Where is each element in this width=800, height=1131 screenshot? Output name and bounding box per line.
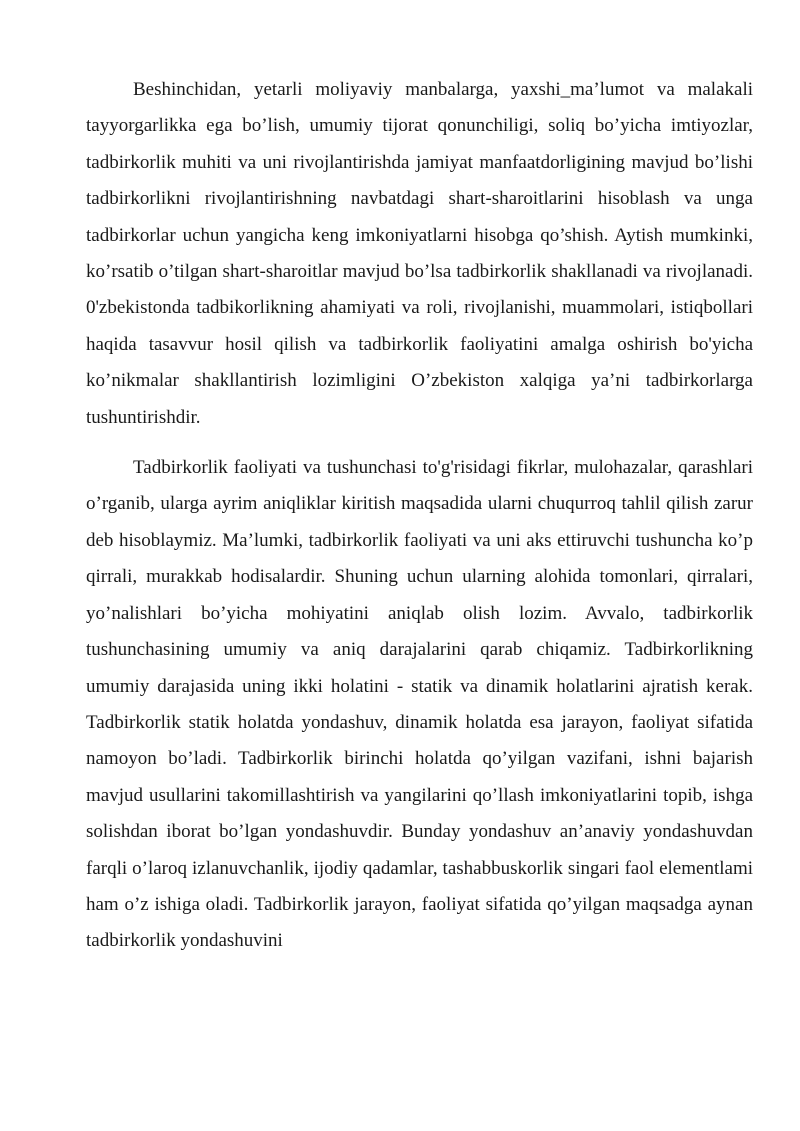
paragraph-1: Beshinchidan, yetarli moliyaviy manbalarga, yaxshi_ma’lumot va malakali tayyorgarlikka ega bo’lish, umumiy tijorat qonunchiligi, soliq bo’yicha imtiyozlar, tadbirkorlik muhiti va uni rivojlantirishda jamiyat manfaatdorligining mavjud bo’lishi tadbirkorlikni rivojlantirishning navbatdagi shart-sharoitlarini hisoblash va unga tadbirkorlar uchun yangicha keng imkoniyatlarni hisobga qo’shish. Aytish mumkinki, ko’rsatib o’tilgan shart-sharoitlar mavjud bo’lsa tadbirkorlik shakllanadi va rivojlanadi. 0'zbekistonda tadbikorlikning ahamiyati va roli, rivojlanishi, muammolari, istiqbollari haqida tasavvur hosil qilish va tadbirkorlik faoliyatini amalga oshirish bo'yicha ko’nikmalar shakllantirish lozimligini O’zbekiston xalqiga ya’ni tadbirkorlarga tushuntirishdir. <box>86 79 753 428</box>
paragraph-2: Tadbirkorlik faoliyati va tushunchasi to'g'risidagi fikrlar, mulohazalar, qarashlari o’rganib, ularga ayrim aniqliklar kiritish maqsadida ularni chuqurroq tahlil qilish zarur deb hisoblaymiz. Ma’lumki, tadbirkorlik faoliyati va uni aks ettiruvchi tushuncha ko’p qirrali, murakkab hodisalardir. Shuning uchun ularning alohida tomonlari, qirralari, yo’nalishlari bo’yicha mohiyatini aniqlab olish lozim. Avvalo, tadbirkorlik tushunchasining umumiy va aniq darajalarini qarab chiqamiz. Tadbirkorlikning umumiy darajasida uning ikki holatini - statik va dinamik holatlarini ajratish kerak. Tadbirkorlik statik holatda yondashuv, dinamik holatda esa jarayon, faoliyat sifatida namoyon bo’ladi. Tadbirkorlik birinchi holatda qo’yilgan vazifani, ishni bajarish mavjud usullarini takomillashtirish va yangilarini qo’llash imkoniyatlarini topib, ishga solishdan iborat bo’lgan yondashuvdir. Bunday yondashuv an’anaviy yondashuvdan farqli o’laroq izlanuvchanlik, ijodiy qadamlar, tashabbuskorlik singari faol elementlami ham o’z ishiga oladi. Tadbirkorlik jarayon, faoliyat sifatida qo’yilgan maqsadga aynan tadbirkorlik yondashuvini <box>86 457 753 952</box>
body-text <box>86 72 753 960</box>
